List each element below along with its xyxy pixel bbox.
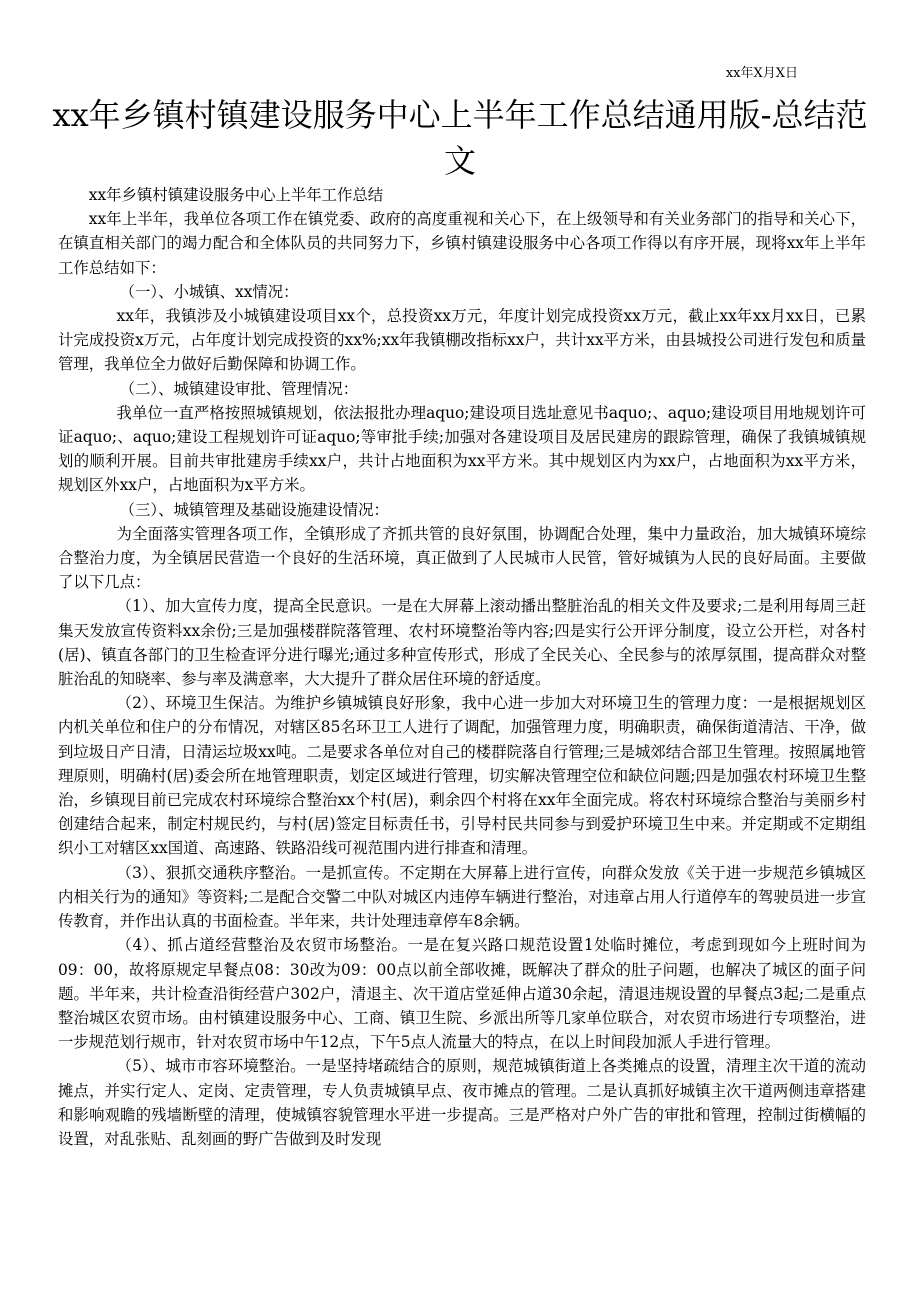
item-2-paragraph: （2）、环境卫生保洁。为维护乡镇城镇良好形象，我中心进一步加大对环境卫生的管理力度：一是根据规划区内机关单位和住户的分布情况，对辖区85名环卫工人进行了调配，加强管理力度，明确职责，确保街道清洁、干净，做到垃圾日产日清，日清运垃圾xx吨。二是要求各单位对自己的楼群院落自行管理;三是城郊结合部卫生管理。按照属地管理原则，明确村(居)委会所在地管理职责，划定区域进行管理，切实解决管理空位和缺位问题;四是加强农村环境卫生整治，乡镇现目前已完成农村环境综合整治xx个村(居)，剩余四个村将在xx年全面完成。将农村环境综合整治与美丽乡村创建结合起来，制定村规民约，与村(居)签定目标责任书，引导村民共同参与到爱护环境卫生中来。并定期或不定期组织小工对辖区xx国道、高速路、铁路沿线可视范围内进行排查和清理。 <box>58 694 866 858</box>
item-1-paragraph: （1）、加大宣传力度，提高全民意识。一是在大屏幕上滚动播出整脏治乱的相关文件及要求;二是利用每周三赶集天发放宣传资料xx余份;三是加强楼群院落管理、农村环境整治等内容;四是实行公开评分制度，设立公开栏，对各村(居)、镇直各部门的卫生检查评分进行曝光;通过多种宣传形式，形成了全民关心、全民参与的浓厚氛围，提高群众对整脏治乱的知晓率、参与率及满意率，大大提升了群众居住环境的舒适度。 <box>58 597 866 689</box>
item-3-paragraph: （3）、狠抓交通秩序整治。一是抓宣传。不定期在大屏幕上进行宣传，向群众发放《关于进一步规范乡镇城区内相关行为的通知》等资料;二是配合交警二中队对城区内违停车辆进行整治，对违章占用人行道停车的驾驶员进一步宣传教育，并作出认真的书面检查。半年来，共计处理违章停车8余辆。 <box>58 863 866 931</box>
section-3-body: 为全面落实管理各项工作，全镇形成了齐抓共管的良好氛围，协调配合处理，集中力量政治，加大城镇环境综合整治力度，为全镇居民营造一个良好的生活环境，真正做到了人民城市人民管，管好城镇为人民的良好局面。主要做了以下几点： <box>58 524 866 592</box>
document-title: xx年乡镇村镇建设服务中心上半年工作总结通用版-总结范文 <box>52 96 868 180</box>
document-body <box>58 183 866 1151</box>
intro-paragraph: xx年上半年，我单位各项工作在镇党委、政府的高度重视和关心下，在上级领导和有关业务部门的指导和关心下，在镇直相关部门的竭力配合和全体队员的共同努力下，乡镇村镇建设服务中心各项工作得以有序开展，现将xx年上半年工作总结如下： <box>58 210 866 277</box>
section-2-body: 我单位一直严格按照城镇规划，依法报批办理aquo;建设项目选址意见书aquo;、aquo;建设项目用地规划许可证aquo;、aquo;建设工程规划许可证aquo;等审批手续;加强对各建设项目及居民建房的跟踪管理，确保了我镇城镇规划的顺利开展。目前共审批建房手续xx户，共计占地面积为xx平方米。其中规划区内为xx户，占地面积为xx平方米，规划区外xx户，占地面积为x平方米。 <box>58 403 866 495</box>
section-1-body: xx年，我镇涉及小城镇建设项目xx个，总投资xx万元，年度计划完成投资xx万元，截止xx年xx月xx日，已累计完成投资x万元，占年度计划完成投资的xx%;xx年我镇棚改指标xx户，共计xx平方米，由县城投公司进行发包和质量管理，我单位全力做好后勤保障和协调工作。 <box>58 307 866 374</box>
document-subtitle: xx年乡镇村镇建设服务中心上半年工作总结 <box>88 186 384 204</box>
section-3-heading: （三）、城镇管理及基础设施建设情况： <box>119 500 389 519</box>
item-5-paragraph: （5）、城市市容环境整治。一是坚持堵疏结合的原则，规范城镇街道上各类摊点的设置，清理主次干道的流动摊点，并实行定人、定岗、定责管理，专人负责城镇早点、夜市摊点的管理。二是认真抓好城镇主次干道两侧违章搭建和影响观瞻的残墙断壁的清理，使城镇容貌管理水平进一步提高。三是严格对户外广告的审批和管理，控制过街横幅的设置，对乱张贴、乱刻画的野广告做到及时发现 <box>58 1057 866 1148</box>
document-date: xx年X月X日 <box>725 66 798 81</box>
section-1-heading: （一）、小城镇、xx情况： <box>119 282 299 301</box>
item-4-paragraph: （4）、抓占道经营整治及农贸市场整治。一是在复兴路口规范设置1处临时摊位，考虑到现如今上班时间为09：00，故将原规定早餐点08：30改为09：00点以前全部收摊，既解决了群众的肚子问题，也解决了城区的面子问题。半年来，共计检查沿街经营户302户，清退主、次干道店堂延伸占道30余起，清退违规设置的早餐点3起;二是重点整治城区农贸市场。由村镇建设服务中心、工商、镇卫生院、乡派出所等几家单位联合，对农贸市场进行专项整治，进一步规范划行规市，针对农贸市场中午12点，下午5点人流量大的特点，在以上时间段加派人手进行管理。 <box>58 936 866 1052</box>
section-2-heading: （二）、城镇建设审批、管理情况： <box>119 379 359 398</box>
